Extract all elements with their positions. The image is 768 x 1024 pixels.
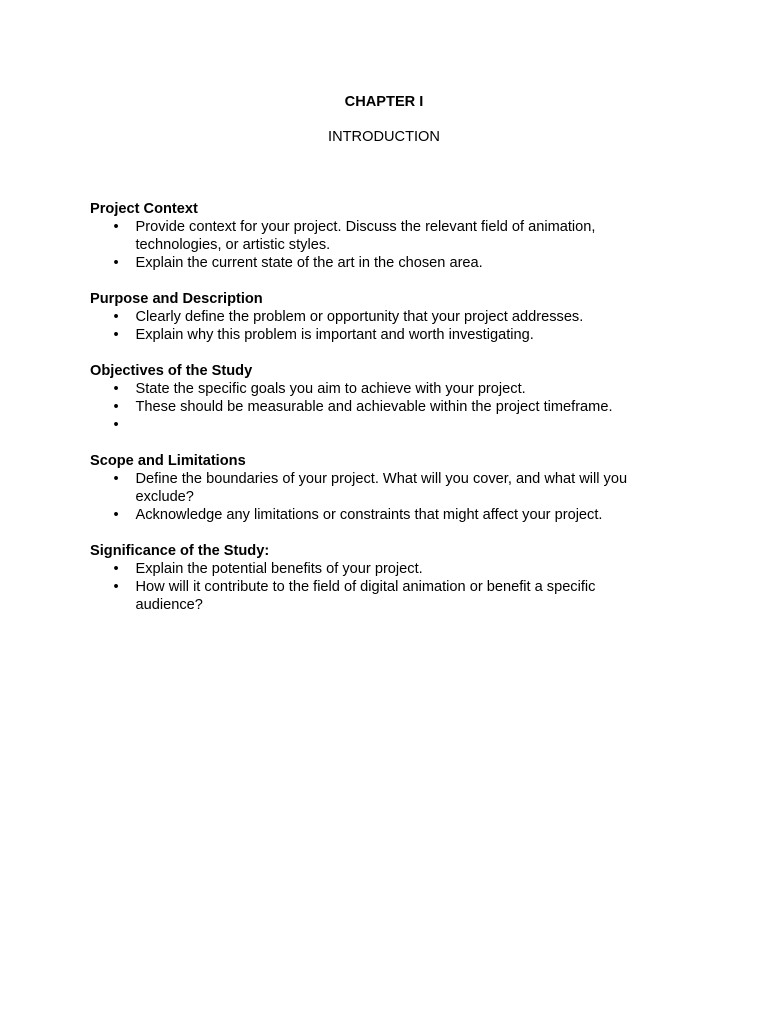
- list-item: [90, 398, 660, 416]
- list-item-text: Acknowledge any limitations or constraints that might affect your project.: [135, 506, 603, 523]
- bullet-icon: •: [113, 380, 119, 397]
- bullet-icon: •: [113, 218, 119, 235]
- list-item: [90, 578, 660, 614]
- bullet-icon: •: [113, 506, 119, 523]
- bullet-icon: •: [113, 470, 119, 487]
- list-item: [90, 254, 660, 272]
- bullet-list: [90, 218, 660, 272]
- section-heading: Objectives of the Study: [90, 362, 253, 379]
- list-item: [90, 560, 660, 578]
- list-item-text: Explain the current state of the art in the chosen area.: [135, 254, 483, 271]
- list-item: [90, 308, 660, 326]
- bullet-list: [90, 380, 660, 434]
- list-item-text: Explain why this problem is important and worth investigating.: [135, 326, 534, 343]
- list-item-text: State the specific goals you aim to achieve with your project.: [135, 380, 526, 397]
- list-item-text: Explain the potential benefits of your project.: [135, 560, 423, 577]
- chapter-sections: [90, 200, 660, 632]
- section-heading: Significance of the Study:: [90, 542, 270, 559]
- list-item: [90, 470, 660, 506]
- list-item-text: These should be measurable and achievable within the project timeframe.: [135, 398, 613, 415]
- list-item-empty: [90, 416, 660, 434]
- bullet-list: [90, 308, 660, 344]
- bullet-icon: •: [113, 560, 119, 577]
- list-item-text: Clearly define the problem or opportunity that your project addresses.: [135, 308, 584, 325]
- list-item: [90, 218, 660, 254]
- list-item-text: How will it contribute to the field of digital animation or benefit a specific audience?: [135, 578, 596, 613]
- list-item: [90, 326, 660, 344]
- section-heading: Project Context: [90, 200, 198, 217]
- section-heading: Scope and Limitations: [90, 452, 246, 469]
- section-project-context: [90, 200, 660, 272]
- bullet-icon: •: [113, 308, 119, 325]
- bullet-list: [90, 560, 660, 614]
- bullet-icon: •: [113, 254, 119, 271]
- list-item-text: Provide context for your project. Discuss the relevant field of animation, technologies, or artistic styles.: [135, 218, 596, 253]
- section-purpose-and-description: [90, 290, 660, 344]
- section-objectives-of-the-study: [90, 362, 660, 434]
- list-item: [90, 506, 660, 524]
- chapter-title: CHAPTER I: [344, 94, 424, 110]
- section-scope-and-limitations: [90, 452, 660, 524]
- section-heading: Purpose and Description: [90, 290, 263, 307]
- list-item: [90, 380, 660, 398]
- chapter-subtitle: INTRODUCTION: [328, 129, 440, 145]
- bullet-icon: •: [113, 578, 119, 595]
- bullet-icon: •: [113, 416, 119, 433]
- bullet-list: [90, 470, 660, 524]
- section-significance-of-the-study: [90, 542, 660, 614]
- list-item-text: Define the boundaries of your project. What will you cover, and what will you exclude?: [135, 470, 628, 505]
- bullet-icon: •: [113, 398, 119, 415]
- bullet-icon: •: [113, 326, 119, 343]
